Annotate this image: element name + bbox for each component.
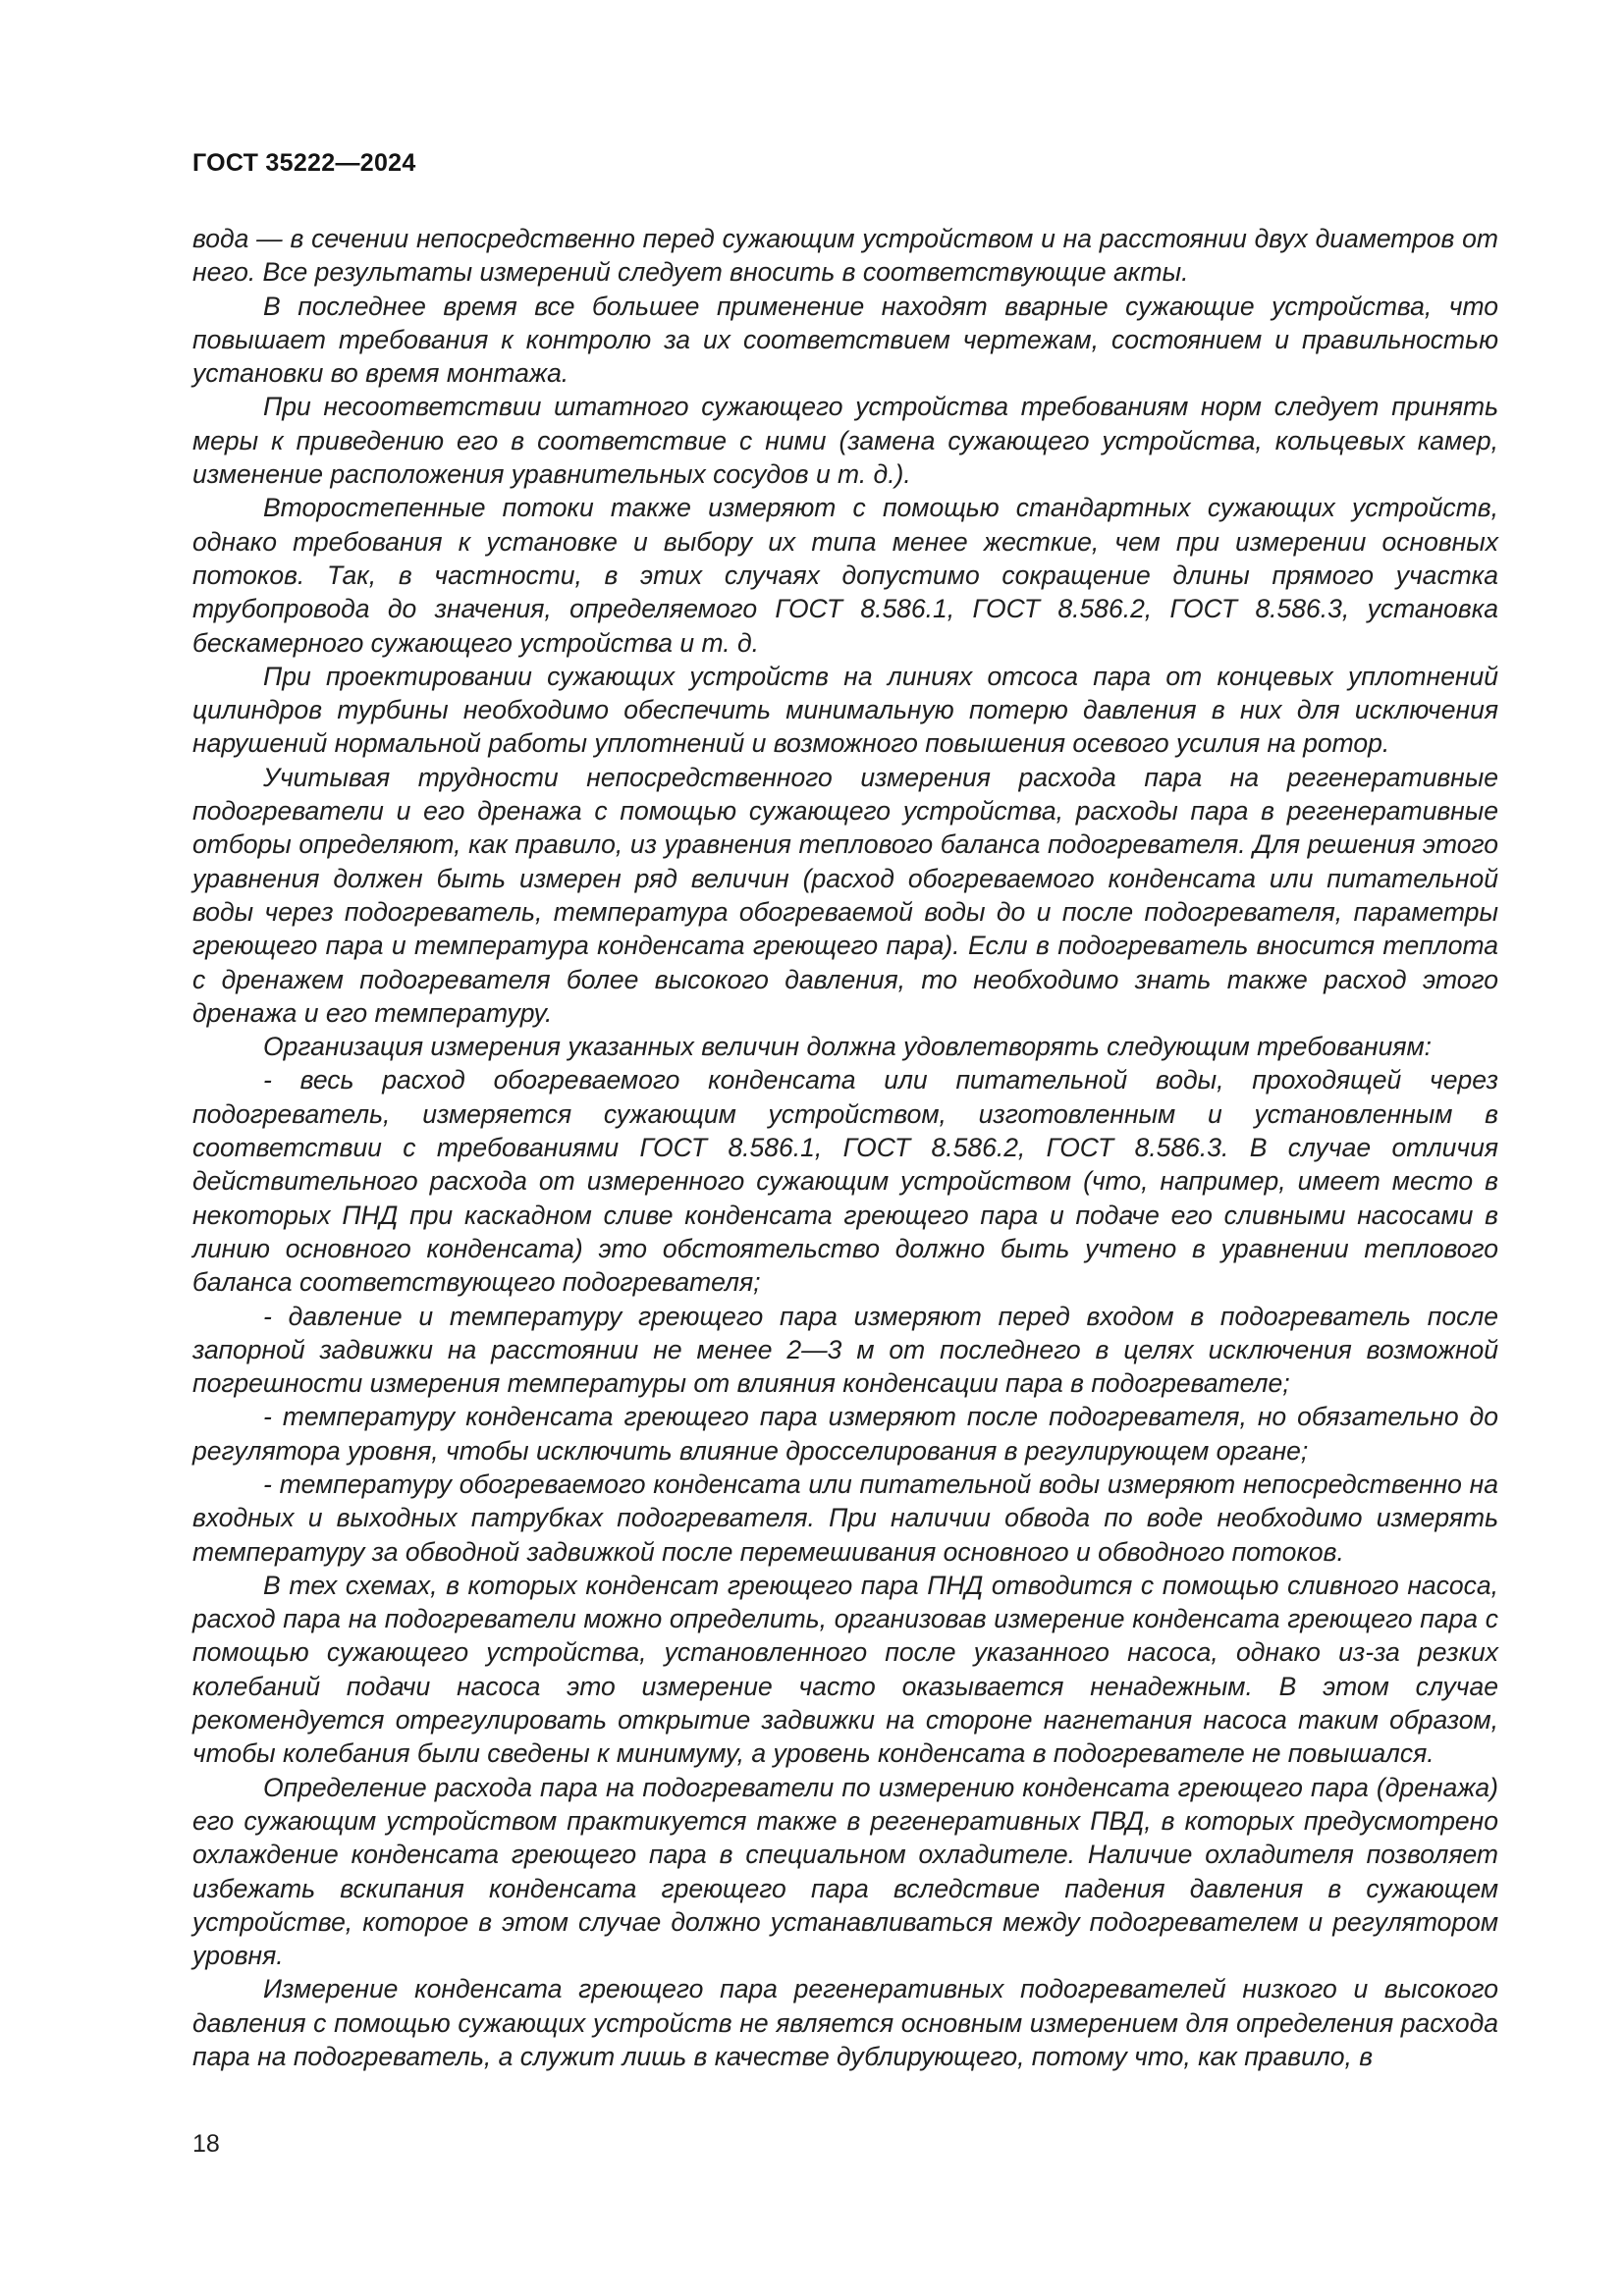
paragraph: Определение расхода пара на подогреватели по измерению конденсата греющего пара (дренажа) его сужающим устройством практикуется также в регенеративных ПВД, в которых предусмотрено охлаждение конденсата греющего пара в специальном охладителе. Наличие охладителя позволяет избежать вскипания конденсата греющего пара вследствие падения давления в сужающем устройстве, которое в этом случае должно устанавливаться между подогревателем и регулятором уровня.: [192, 1772, 1498, 1971]
body-text: [192, 222, 1498, 2073]
standard-header: ГОСТ 35222—2024: [192, 149, 416, 177]
paragraph: Организация измерения указанных величин должна удовлетворять следующим требованиям:: [263, 1032, 1433, 1062]
list-item: - давление и температуру греющего пара измеряют перед входом в подогреватель после запорной задвижки на расстоянии не менее 2—3 м от последнего в целях исключения возможной погрешности измерения температуры от влияния конденсации пара в подогревателе;: [192, 1301, 1498, 1399]
paragraph: Учитывая трудности непосредственного измерения расхода пара на регенеративные подогреватели и его дренажа с помощью сужающего устройства, расходы пара в регенеративные отборы определяют, как правило, из уравнения теплового баланса подогревателя. Для решения этого уравнения должен быть измерен ряд величин (расход обогреваемого конденсата или питательной воды через подогреватель, температура обогреваемой воды до и после подогревателя, параметры греющего пара и температура конденсата греющего пара). Если в подогреватель вносится теплота с дренажем подогревателя более высокого давления, то необходимо знать также расход этого дренажа и его температуру.: [192, 762, 1498, 1028]
paragraph: При проектировании сужающих устройств на линиях отсоса пара от концевых уплотнений цилиндров турбины необходимо обеспечить минимальную потерю давления в них для исключения нарушений нормальной работы уплотнений и возможного повышения осевого усилия на ротор.: [192, 661, 1498, 759]
paragraph: В тех схемах, в которых конденсат греющего пара ПНД отводится с помощью сливного насоса, расход пара на подогреватели можно определить, организовав измерение конденсата греющего пара с помощью сужающего устройства, установленного после указанного насоса, однако из-за резких колебаний подачи насоса это измерение часто оказывается ненадежным. В этом случае рекомендуется отрегулировать открытие задвижки на стороне нагнетания насоса таким образом, чтобы колебания были сведены к минимуму, а уровень конденсата в подогревателе не повышался.: [192, 1570, 1498, 1769]
list-item: - температуру конденсата греющего пара измеряют после подогревателя, но обязательно до регулятора уровня, чтобы исключить влияние дросселирования в регулирующем органе;: [192, 1402, 1498, 1466]
list-item: - весь расход обогреваемого конденсата или питательной воды, проходящей через подогреватель, измеряется сужающим устройством, изготовленным и установленным в соответствии с требованиями ГОСТ 8.586.1, ГОСТ 8.586.2, ГОСТ 8.586.3. В случае отличия действительного расхода от измеренного сужающим устройством (что, например, имеет место в некоторых ПНД при каскадном сливе конденсата греющего пара и подаче его сливными насосами в линию основного конденсата) это обстоятельство должно быть учтено в уравнении теплового баланса соответствующего подогревателя;: [192, 1065, 1498, 1298]
paragraph: При несоответствии штатного сужающего устройства требованиям норм следует принять меры к приведению его в соответствие с ними (замена сужающего устройства, кольцевых камер, изменение расположения уравнительных сосудов и т. д.).: [192, 392, 1498, 490]
page-number: 18: [192, 2130, 220, 2158]
list-item: - температуру обогреваемого конденсата или питательной воды измеряют непосредственно на входных и выходных патрубках подогревателя. При наличии обвода по воде необходимо измерять температуру за обводной задвижкой после перемешивания основного и обводного потоков.: [192, 1468, 1498, 1567]
paragraph: В последнее время все большее применение находят вварные сужающие устройства, что повышает требования к контролю за их соответствием чертежам, состоянием и правильностью установки во время монтажа.: [192, 291, 1498, 389]
paragraph: Второстепенные потоки также измеряют с помощью стандартных сужающих устройств, однако требования к установке и выбору их типа менее жесткие, чем при измерении основных потоков. Так, в частности, в этих случаях допустимо сокращение длины прямого участка трубопровода до значения, определяемого ГОСТ 8.586.1, ГОСТ 8.586.2, ГОСТ 8.586.3, установка бескамерного сужающего устройства и т. д.: [192, 493, 1498, 658]
paragraph: Измерение конденсата греющего пара регенеративных подогревателей низкого и высокого давления с помощью сужающих устройств не является основным измерением для определения расхода пара на подогреватель, а служит лишь в качестве дублирующего, потому что, как правило, в: [192, 1974, 1498, 2072]
paragraph: вода — в сечении непосредственно перед сужающим устройством и на расстоянии двух диаметров от него. Все результаты измерений следует вносить в соответствующие акты.: [192, 224, 1498, 288]
